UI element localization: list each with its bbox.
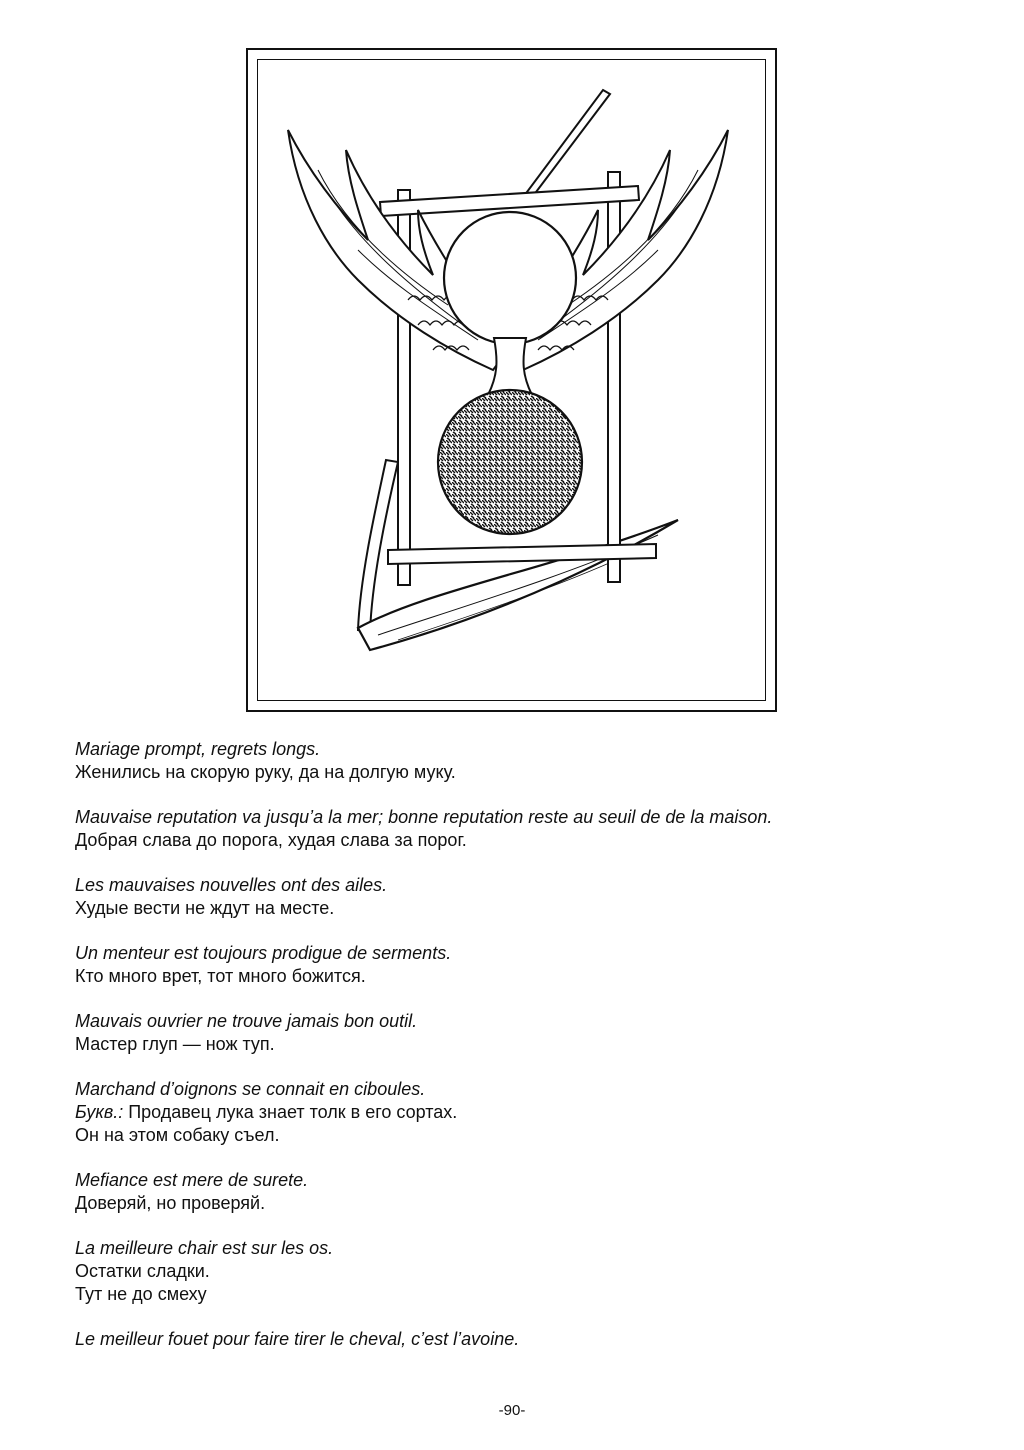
- proverb-entry: [75, 1169, 975, 1215]
- proverb-entry: [75, 1010, 975, 1056]
- french-proverb: Les mauvaises nouvelles ont des ailes.: [75, 875, 388, 895]
- proverb-entry: [75, 874, 975, 920]
- french-proverb: Marchand d’oignons se connait en ciboules.: [75, 1079, 426, 1099]
- french-proverb: Mauvaise reputation va jusqu’a la mer; bonne reputation reste au seuil de de la maison.: [75, 807, 773, 827]
- russian-equivalent: Добрая слава до порога, худая слава за порог.: [75, 830, 467, 850]
- illustration-frame: [246, 48, 777, 712]
- russian-equivalent: Остатки сладки.: [75, 1261, 210, 1281]
- russian-equivalent: Кто много врет, тот много божится.: [75, 966, 366, 986]
- russian-equivalent: Тут не до смеху: [75, 1284, 207, 1304]
- proverb-entry: [75, 942, 975, 988]
- french-proverb: Mauvais ouvrier ne trouve jamais bon outil.: [75, 1011, 418, 1031]
- proverb-entry: [75, 806, 975, 852]
- literal-translation: [75, 1101, 975, 1124]
- literal-text: Продавец лука знает толк в его сортах.: [123, 1102, 458, 1122]
- french-proverb: Mefiance est mere de surete.: [75, 1170, 309, 1190]
- proverb-entry: [75, 1237, 975, 1306]
- winged-hourglass-scythe-illustration: [248, 50, 779, 714]
- russian-equivalent: Мастер глуп — нож туп.: [75, 1034, 275, 1054]
- proverb-entry: [75, 1078, 975, 1147]
- french-proverb: Le meilleur fouet pour faire tirer le cheval, c’est l’avoine.: [75, 1329, 520, 1349]
- french-proverb: Mariage prompt, regrets longs.: [75, 739, 321, 759]
- french-proverb: La meilleure chair est sur les os.: [75, 1238, 334, 1258]
- proverb-entry: [75, 1328, 975, 1351]
- russian-equivalent: Он на этом собаку съел.: [75, 1125, 280, 1145]
- proverb-entry: [75, 738, 975, 784]
- literal-label: Букв.:: [75, 1102, 124, 1122]
- russian-equivalent: Худые вести не ждут на месте.: [75, 898, 335, 918]
- russian-equivalent: Женились на скорую руку, да на долгую муку.: [75, 762, 456, 782]
- proverbs-list: [75, 738, 975, 1373]
- french-proverb: Un menteur est toujours prodigue de serments.: [75, 943, 452, 963]
- russian-equivalent: Доверяй, но проверяй.: [75, 1193, 266, 1213]
- page-number: -90-: [498, 1402, 526, 1419]
